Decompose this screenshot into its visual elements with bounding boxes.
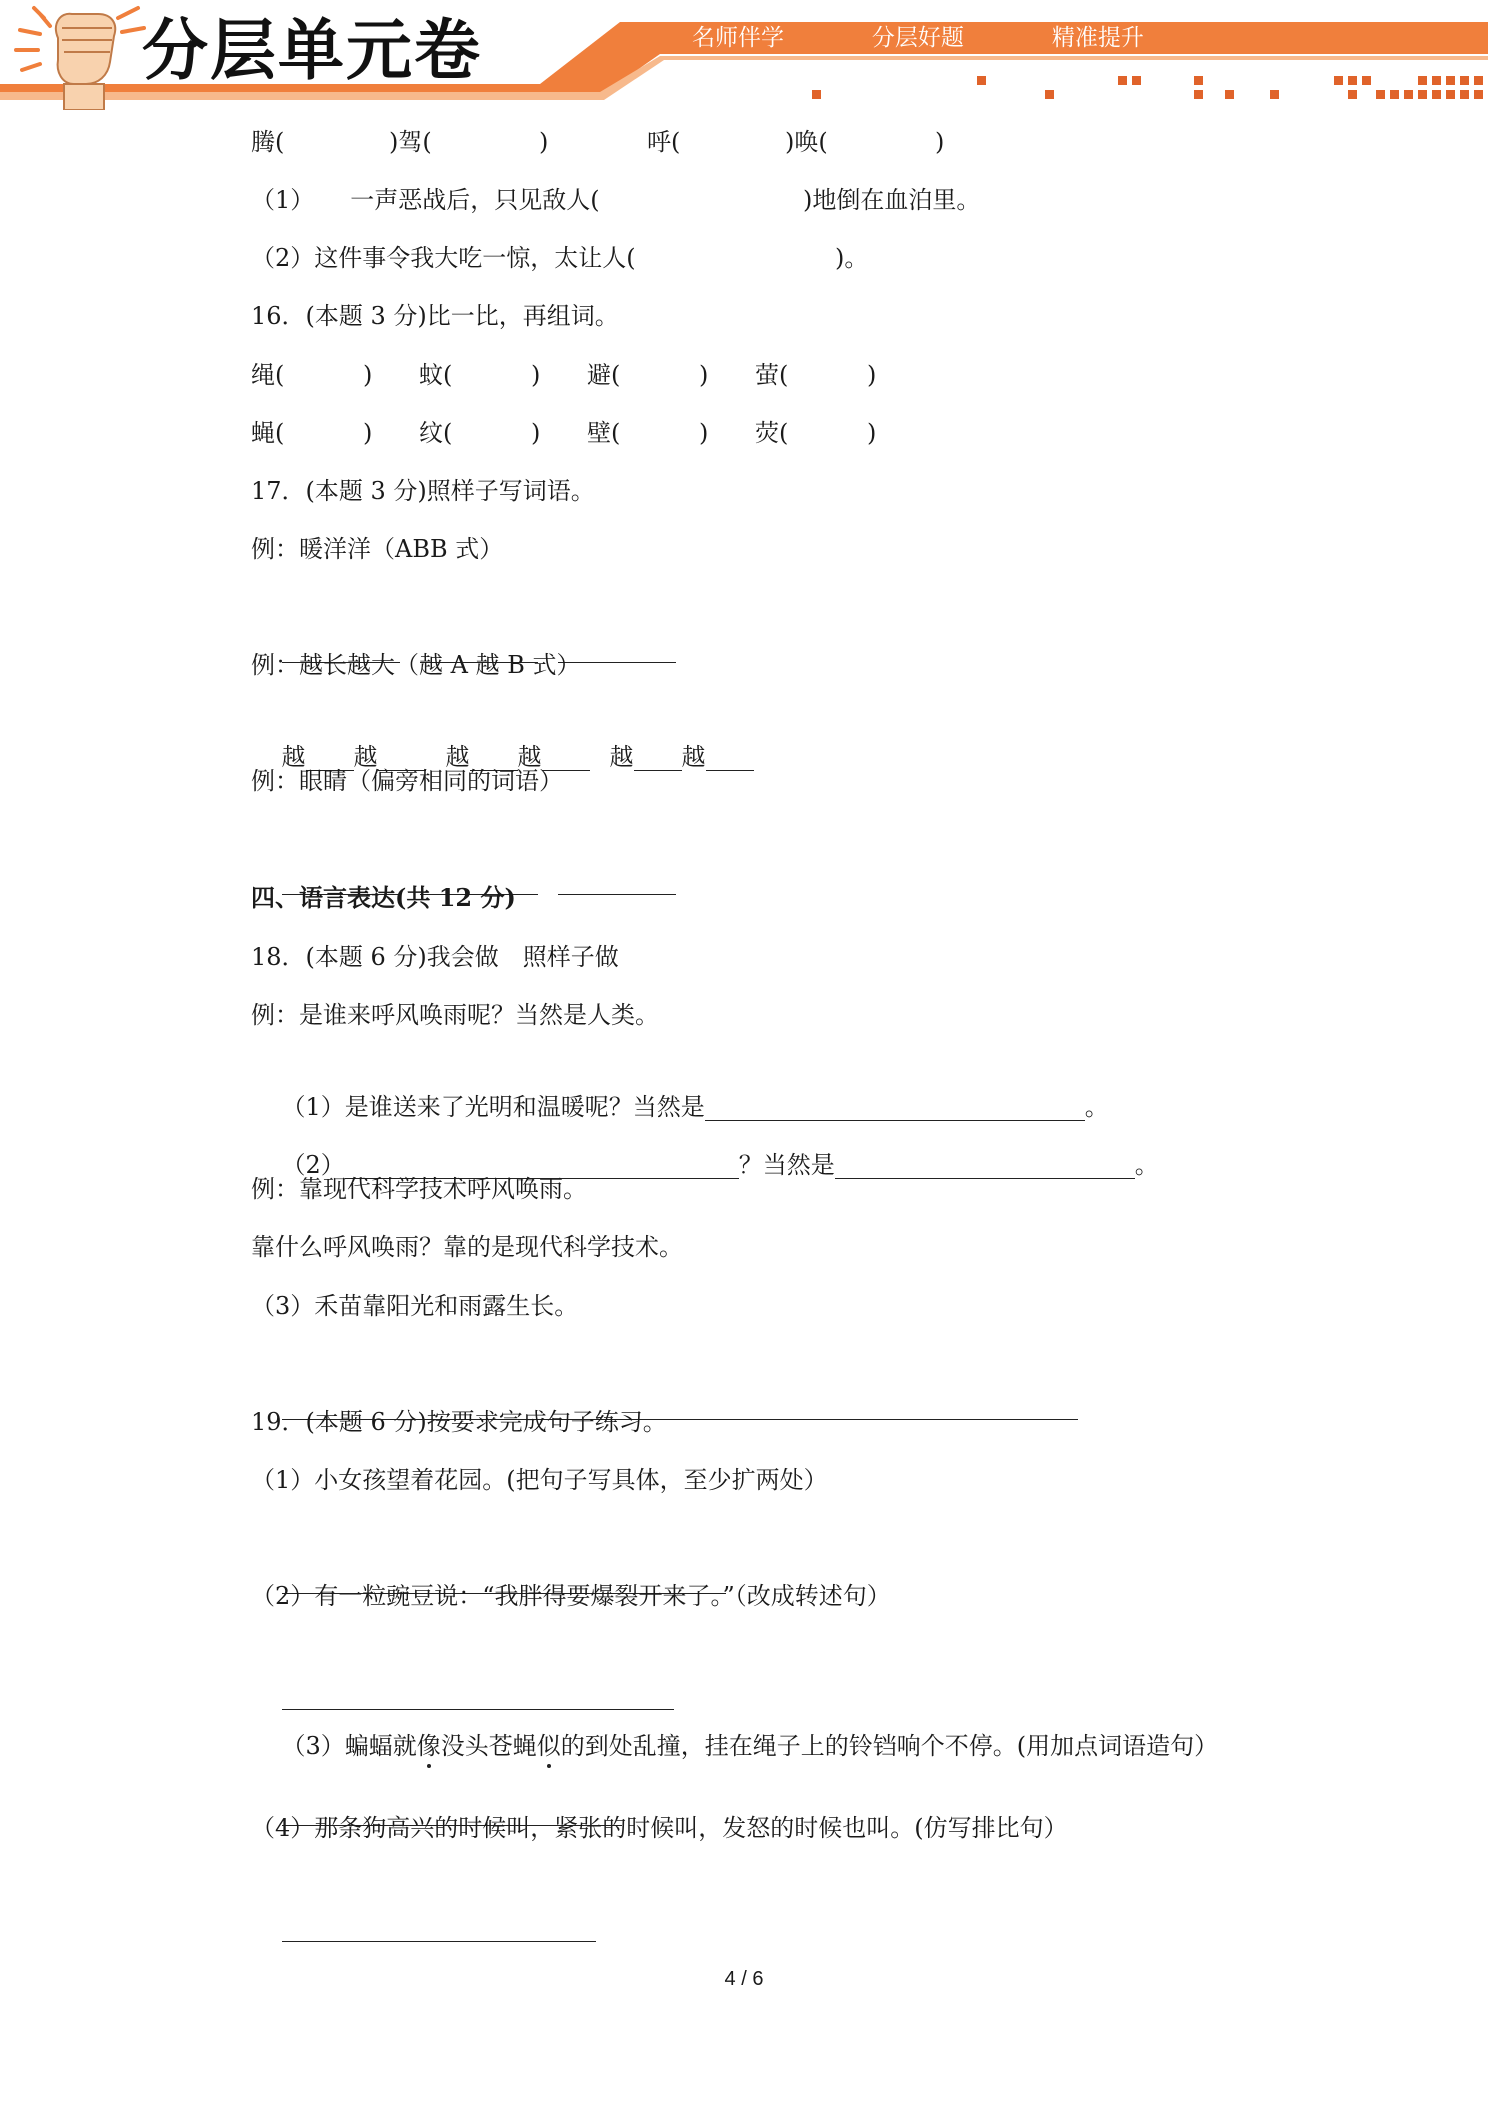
q15-sentence-1: （1） 一声恶战后，只见敌人( )地倒在血泊里。 bbox=[251, 186, 981, 214]
answer-blank[interactable] bbox=[558, 872, 676, 895]
q18-title: 18．(本题 6 分)我会做 照样子做 bbox=[251, 943, 619, 971]
q19-item-1: （1）小女孩望着花园。(把句子写具体，至少扩两处） bbox=[251, 1466, 828, 1494]
q18-item-2: （2） ？当然是 。 bbox=[281, 1151, 1159, 1179]
q17-yue-row: 越 越 越 越 越 越 bbox=[251, 706, 754, 808]
q17-example-yue: 例：越长越大（越 A 越 B 式） bbox=[251, 651, 581, 679]
q17-example-abb: 例：暖洋洋（ABB 式） bbox=[251, 535, 504, 563]
word-blank-hu: 呼( bbox=[647, 128, 681, 156]
q19-item-4-answer bbox=[251, 1877, 596, 1979]
q16-row-1: 绳( ) 蚊( ) 避( ) 萤( ) bbox=[251, 361, 877, 389]
word-blank-close2: ) bbox=[935, 128, 945, 156]
q15-sentence-2: （2）这件事令我大吃一惊，太让人( )。 bbox=[251, 244, 869, 272]
q18-example-2b: 靠什么呼风唤雨？靠的是现代科学技术。 bbox=[251, 1233, 683, 1261]
answer-blank[interactable] bbox=[634, 748, 682, 771]
q19-item-2: （2）有一粒豌豆说：“我胖得要爆裂开来了。”（改成转述句） bbox=[251, 1582, 891, 1610]
word-blank-huan: )唤( bbox=[785, 128, 828, 156]
page-number: 4 / 6 bbox=[724, 1968, 764, 1990]
q17-title: 17．(本题 3 分)照样子写词语。 bbox=[251, 477, 595, 505]
q19-item-3: （3）蝙蝠就像没头苍蝇似的到处乱撞，挂在绳子上的铃铛响个不停。(用加点词语造句） bbox=[281, 1732, 1219, 1760]
q19-title: 19．(本题 6 分)按要求完成句子练习。 bbox=[251, 1408, 667, 1436]
q18-item-1: （1）是谁送来了光明和温暖呢？当然是 。 bbox=[281, 1093, 1109, 1121]
emphasis-dot-word: 像 bbox=[416, 1732, 441, 1760]
q17-example-radical: 例：眼睛（偏旁相同的词语） bbox=[251, 767, 563, 795]
answer-blank[interactable] bbox=[282, 1919, 596, 1942]
section-4-heading: 四、语言表达(共 12 分) bbox=[251, 883, 516, 912]
answer-blank[interactable] bbox=[706, 748, 754, 771]
q18-item-3: （3）禾苗靠阳光和雨露生长。 bbox=[251, 1292, 579, 1320]
q18-example-1: 例：是谁来呼风唤雨呢？当然是人类。 bbox=[251, 1001, 659, 1029]
brand-title: 分层单元卷 bbox=[142, 12, 482, 89]
word-blank-teng: 腾( bbox=[251, 128, 285, 156]
answer-blank[interactable] bbox=[835, 1156, 1135, 1179]
word-blank-jia: )驾( bbox=[389, 128, 432, 156]
q16-title: 16．(本题 3 分)比一比，再组词。 bbox=[251, 302, 619, 330]
q16-row-2: 蝇( ) 纹( ) 壁( ) 荧( ) bbox=[251, 419, 877, 447]
emphasis-dot-word: 似 bbox=[536, 1732, 561, 1760]
header-decor-squares bbox=[812, 76, 1483, 99]
word-blank-close: ) bbox=[539, 128, 549, 156]
page-header bbox=[0, 0, 1488, 110]
q19-item-4: （4）那条狗高兴的时候叫，紧张的时候叫，发怒的时候也叫。(仿写排比句） bbox=[251, 1814, 1068, 1842]
header-slogan: 名师伴学 分层好题 精准提升 bbox=[692, 25, 1144, 51]
q18-example-2: 例：靠现代科学技术呼风唤雨。 bbox=[251, 1175, 587, 1203]
